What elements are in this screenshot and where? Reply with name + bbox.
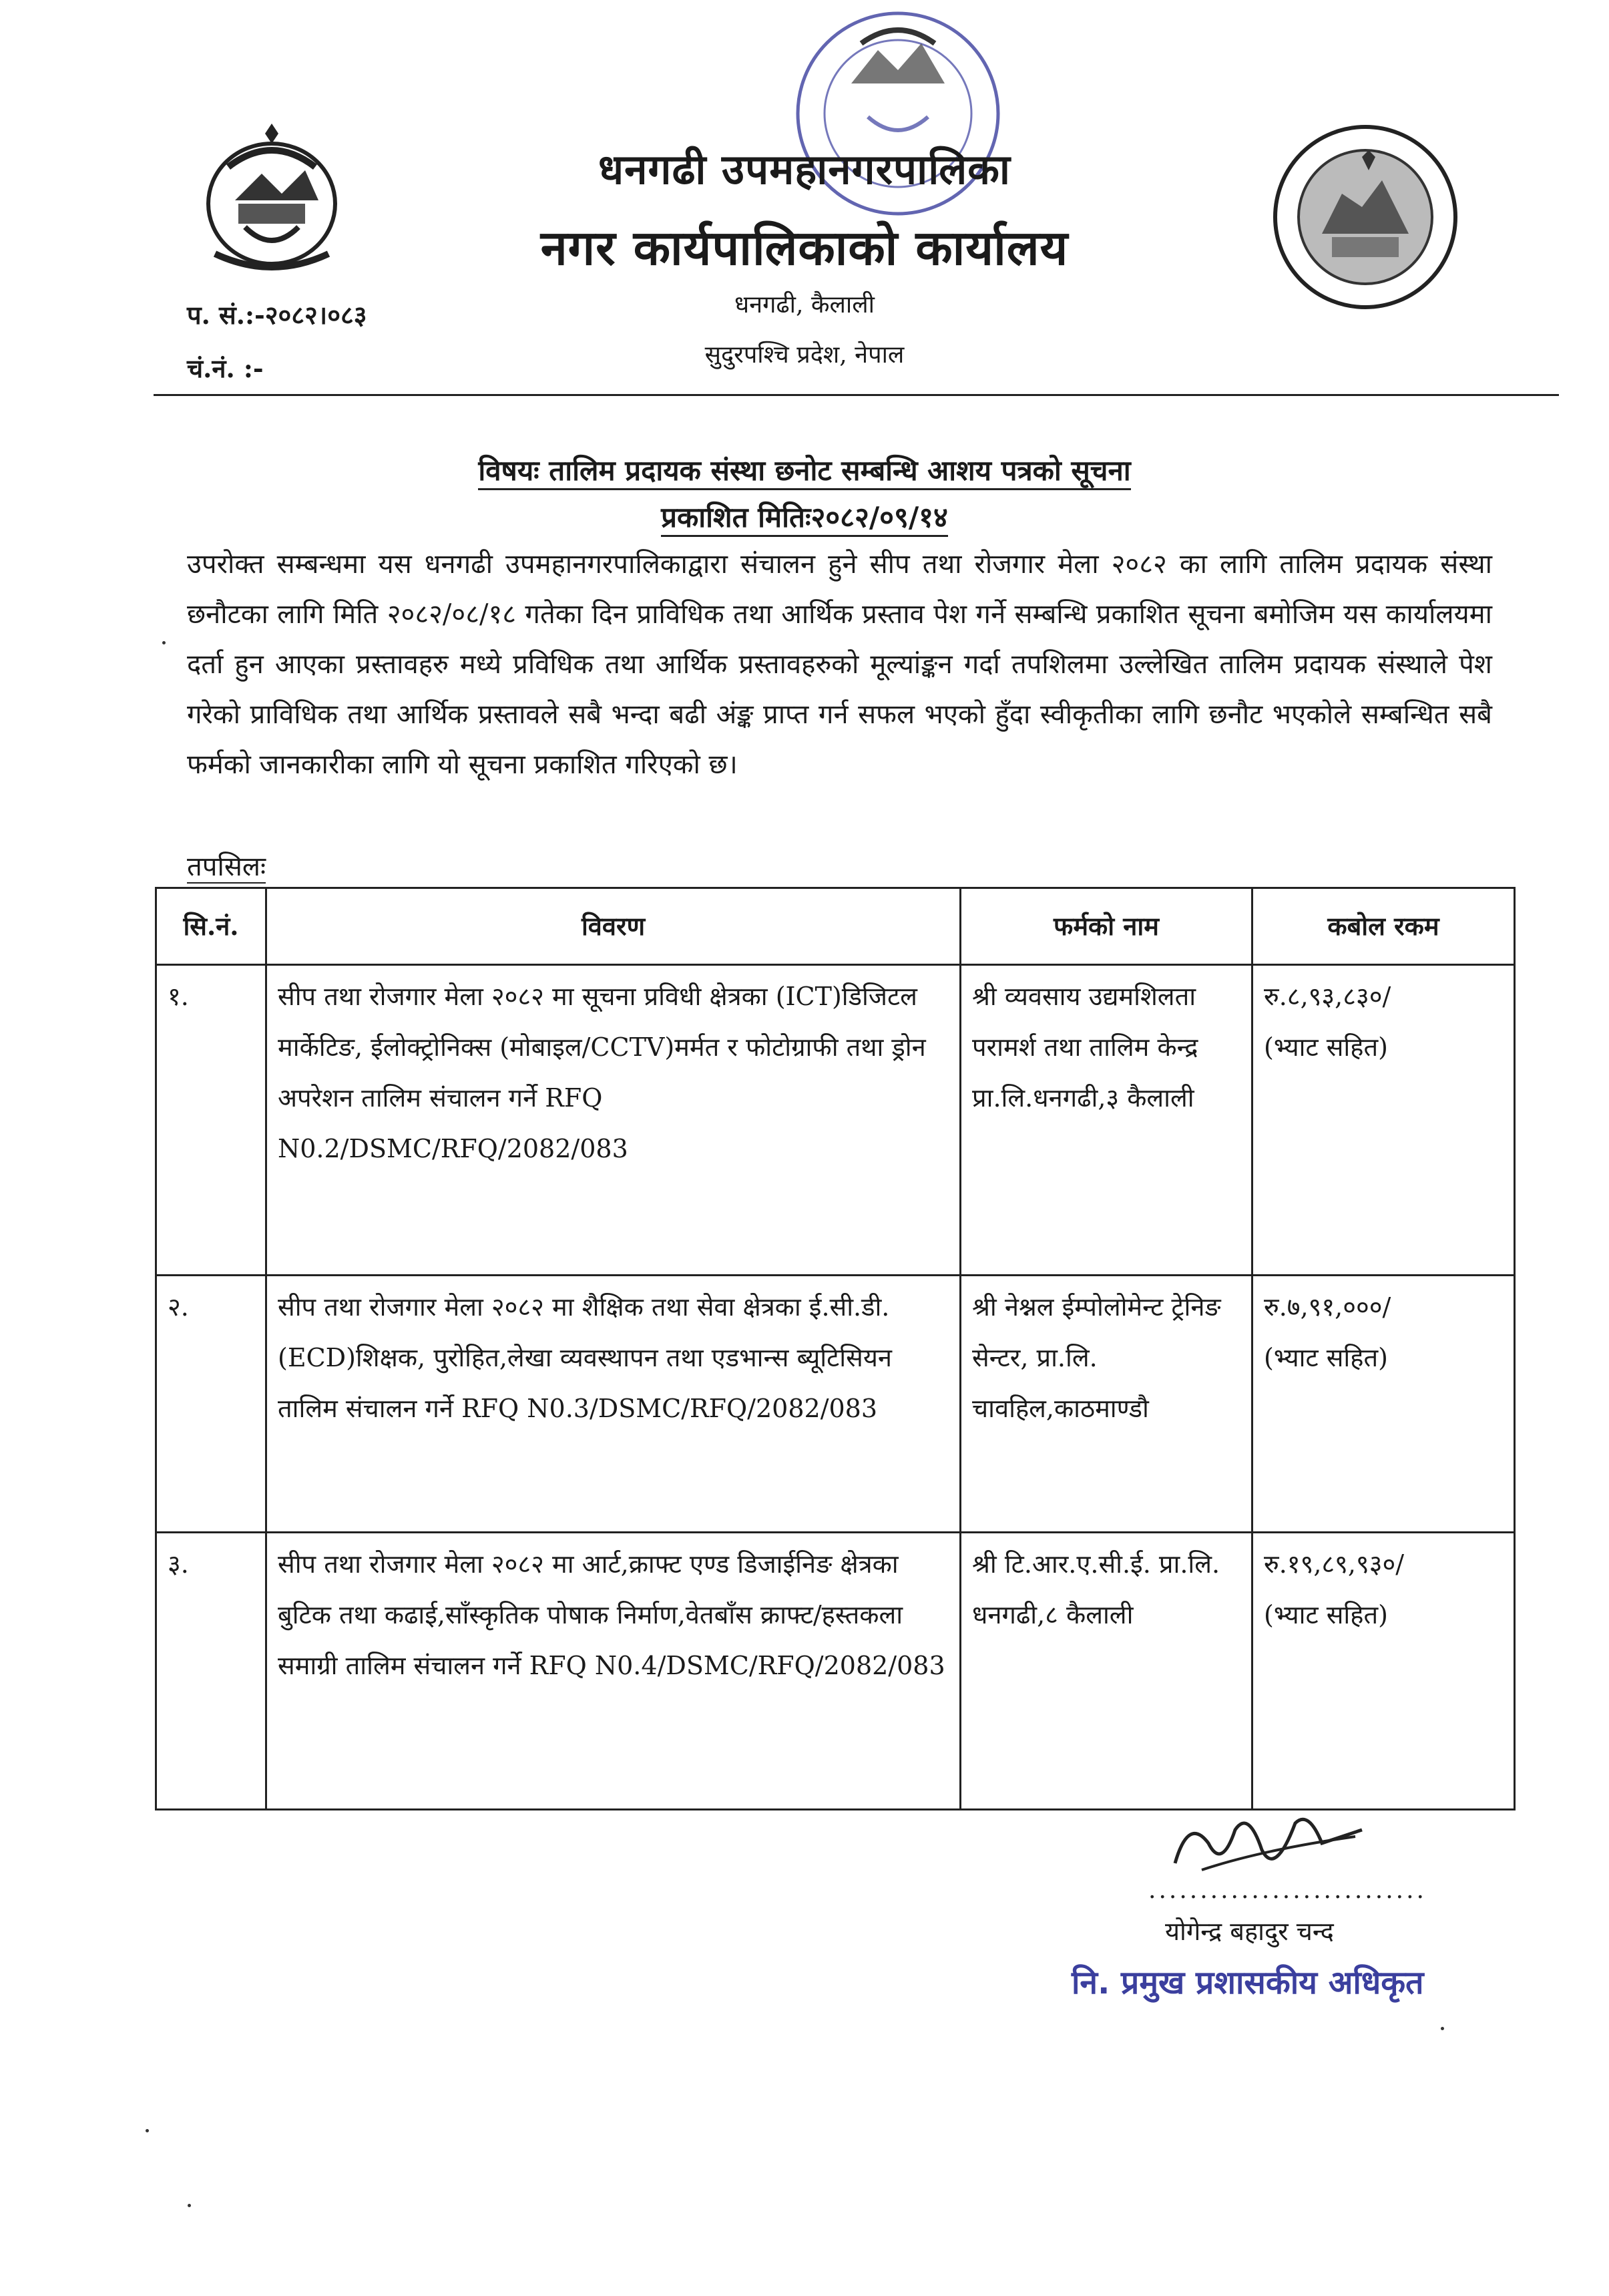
reference-number: प. सं.:-२०८२।०८३	[187, 300, 367, 330]
notice-body: उपरोक्त सम्बन्धमा यस धनगढी उपमहानगरपालिकाद्वारा संचालन हुने सीप तथा रोजगार मेला २०८२ का लागि तालिम प्रदायक संस्था छनौटका लागि मिति २०८२/०८/१८ गतेका दिन प्राविधिक तथा आर्थिक प्रस्ताव पेश गर्ने सम्बन्धि प्रकाशित सूचना बमोजिम यस कार्यालयमा दर्ता हुन आएका प्रस्तावहरु मध्ये प्रविधिक तथा आर्थिक प्रस्तावहरुको मूल्यांङ्कन गर्दा तपशिलमा उल्लेखित तालिम प्रदायक संस्थाले पेश गरेको प्राविधिक तथा आर्थिक प्रस्तावले सबै भन्दा बढी अंङ्क प्राप्त गर्न सफल भएको हुँदा स्वीकृतीका लागि छनौट भएकोले सम्बन्धित सबै फर्मको जानकारीका लागि यो सूचना प्रकाशित गरिएको छ।	[187, 549, 1492, 780]
table-row	[156, 1276, 1515, 1533]
header-amount: कबोल रकम	[1252, 888, 1515, 965]
scan-speck	[146, 2129, 149, 2132]
selected-firms-table	[155, 887, 1516, 1810]
row-sn: ३.	[156, 1533, 266, 1810]
header-description: विवरण	[266, 888, 961, 965]
scan-speck	[1441, 2027, 1444, 2030]
row-description: सीप तथा रोजगार मेला २०८२ मा आर्ट,क्राफ्ट एण्ड डिजाईनिङ क्षेत्रका बुटिक तथा कढाई,साँस्कृतिक पोषाक निर्माण,वेतबाँस क्राफ्ट/हस्तकला समाग्री तालिम संचालन गर्ने RFQ N0.4/DSMC/RFQ/2082/083	[266, 1533, 961, 1810]
office-province: सुदुरपश्चि प्रदेश, नेपाल	[704, 341, 905, 369]
notice-subject: विषयः तालिम प्रदायक संस्था छनोट सम्बन्धि आशय पत्रको सूचना	[0, 451, 1609, 489]
dispatch-number: चं.नं. :-	[187, 353, 264, 383]
header-firm: फर्मको नाम	[961, 888, 1252, 965]
amount-value: रु.८,९३,८३०/	[1264, 982, 1391, 1011]
row-sn: २.	[156, 1276, 266, 1533]
vat-note: (भ्याट सहित)	[1264, 1343, 1388, 1372]
vat-note: (भ्याट सहित)	[1264, 1600, 1388, 1630]
scan-speck	[188, 2204, 191, 2207]
row-amount	[1252, 1276, 1515, 1533]
table-header-row	[156, 888, 1515, 965]
signer-designation-stamp: नि. प्रमुख प्रशासकीय अधिकृत	[1072, 1964, 1424, 2001]
office-location: धनगढी, कैलाली	[734, 291, 875, 319]
row-firm: श्री नेश्नल ईम्पोलोमेन्ट ट्रेनिङ सेन्टर, प्रा.लि. चावहिल,काठमाण्डौ	[961, 1276, 1252, 1533]
row-description: सीप तथा रोजगार मेला २०८२ मा शैक्षिक तथा सेवा क्षेत्रका ई.सी.डी. (ECD)शिक्षक, पुरोहित,लेखा व्यवस्थापन तथा एडभान्स ब्यूटिसियन तालिम संचालन गर्ने RFQ N0.3/DSMC/RFQ/2082/083	[266, 1276, 961, 1533]
signature-line: ...........................	[1148, 1877, 1427, 1904]
table-row	[156, 1533, 1515, 1810]
row-firm: श्री टि.आर.ए.सी.ई. प्रा.लि. धनगढी,८ कैलाली	[961, 1533, 1252, 1810]
details-label: तपसिलः	[187, 851, 266, 882]
vat-note: (भ्याट सहित)	[1264, 1032, 1388, 1062]
row-firm: श्री व्यवसाय उद्यमशिलता परामर्श तथा तालिम केन्द्र प्रा.लि.धनगढी,३ कैलाली	[961, 965, 1252, 1276]
published-date: प्रकाशित मितिः२०८२/०९/१४	[0, 498, 1609, 536]
table-row	[156, 965, 1515, 1276]
header-divider	[154, 394, 1559, 396]
row-sn: १.	[156, 965, 266, 1276]
scan-speck	[162, 641, 166, 644]
amount-value: रु.७,९१,०००/	[1264, 1292, 1391, 1322]
row-amount	[1252, 965, 1515, 1276]
header-sn: सि.नं.	[156, 888, 266, 965]
office-title: नगर कार्यपालिकाको कार्यालय	[540, 219, 1069, 276]
signer-name: योगेन्द्र बहादुर चन्द	[1165, 1917, 1334, 1946]
office-name: धनगढी उपमहानगरपालिका	[598, 145, 1011, 194]
amount-value: रु.१९,८९,९३०/	[1264, 1549, 1405, 1579]
row-description: सीप तथा रोजगार मेला २०८२ मा सूचना प्रविधी क्षेत्रका (ICT)डिजिटल मार्केटिङ, ईलोक्ट्रोनिक्स (मोबाइल/CCTV)मर्मत र फोटोग्राफी तथा ड्रोन अपरेशन तालिम संचालन गर्ने RFQ N0.2/DSMC/RFQ/2082/083	[266, 965, 961, 1276]
row-amount	[1252, 1533, 1515, 1810]
